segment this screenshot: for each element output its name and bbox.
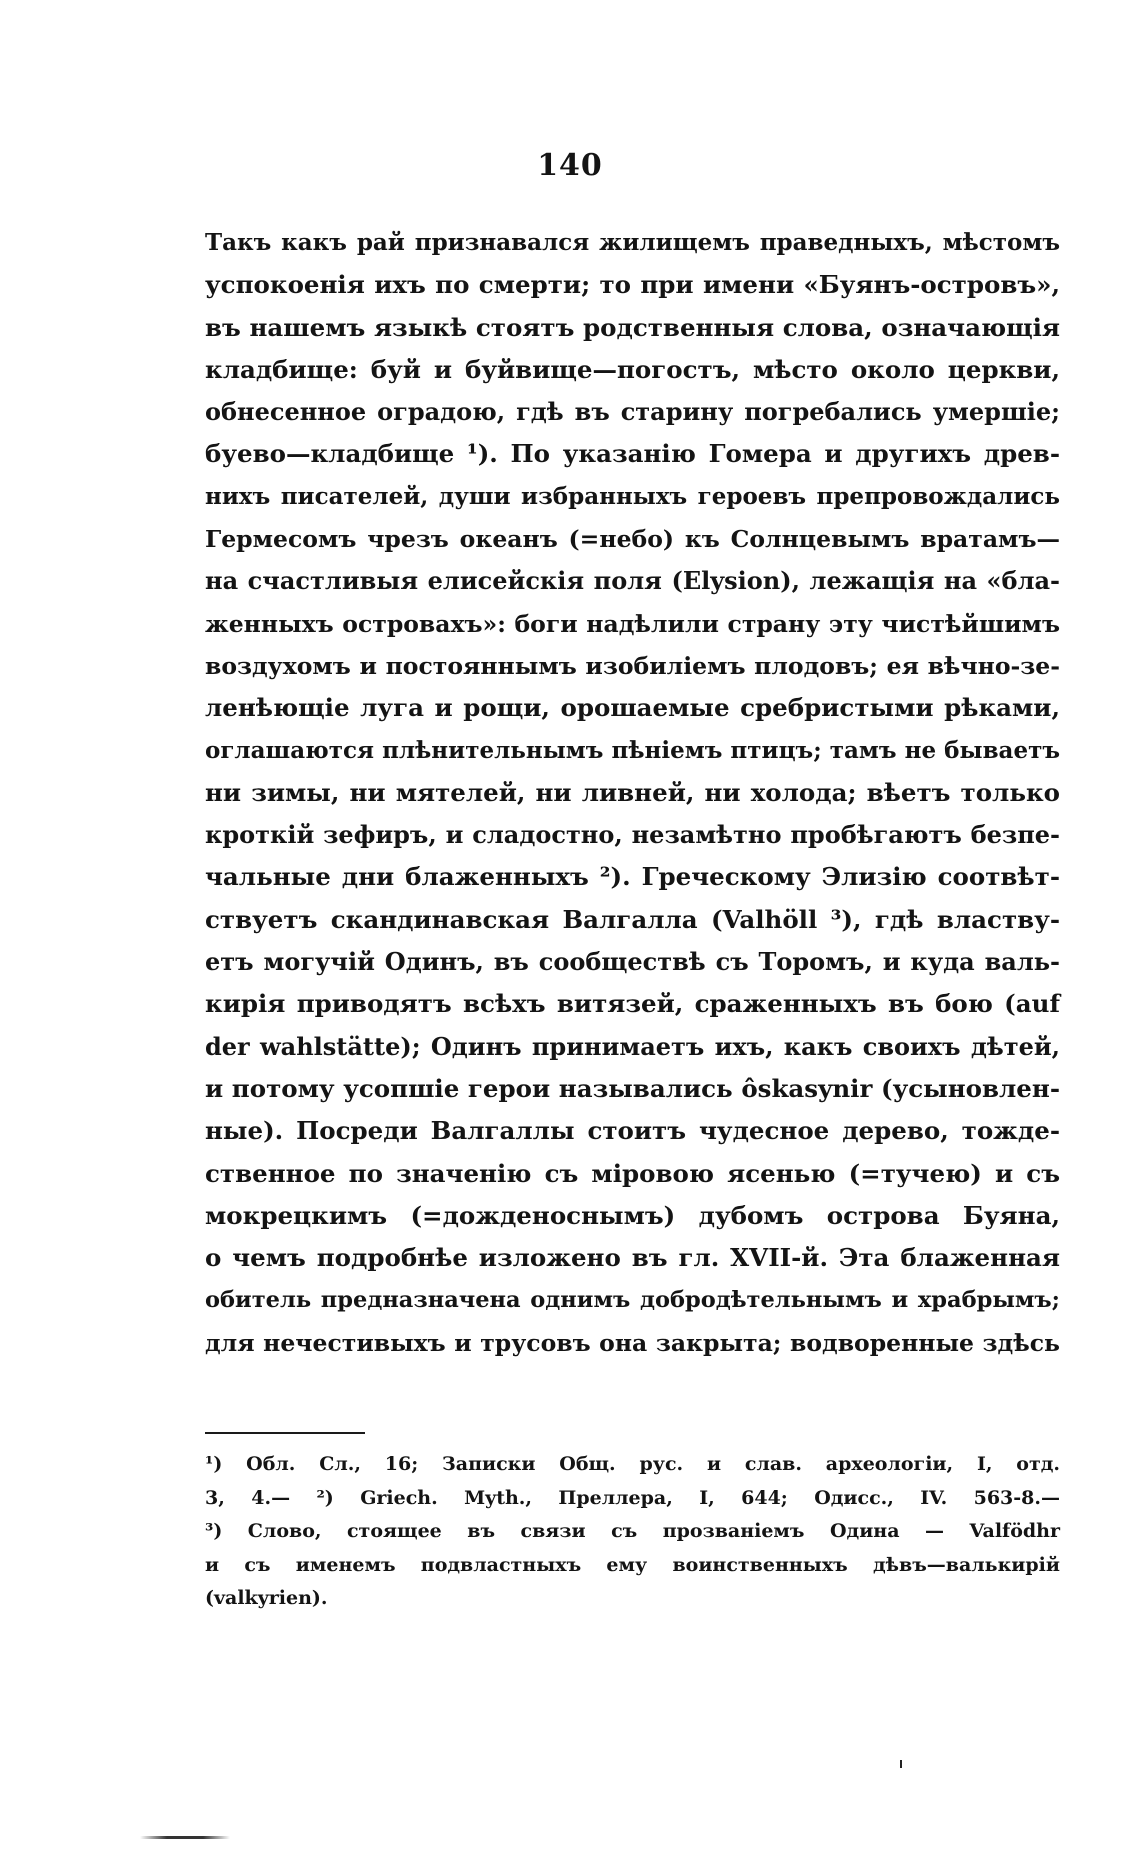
body-line: успокоенія ихъ по смерти; то при имени «Буянъ-островъ», [205,270,1060,300]
body-line: ленѣющіе луга и рощи, орошаемые сребристыми рѣками, [205,693,1060,723]
body-line: мокрецкимъ (=дожденоснымъ) дубомъ острова Буяна, [205,1200,1060,1230]
footnote-line: ¹) Обл. Сл., 16; Записки Общ. рус. и слав. археологіи, I, отд. [205,1453,1060,1475]
footnote-divider [205,1432,365,1434]
body-line: оглашаются плѣнительнымъ пѣніемъ птицъ; тамъ не бываетъ [205,736,1060,764]
body-line: буево—кладбище ¹). По указанію Гомера и другихъ древ- [205,439,1060,469]
body-line: Такъ какъ рай признавался жилищемъ праведныхъ, мѣстомъ [205,229,1060,256]
body-line: воздухомъ и постояннымъ изобиліемъ плодовъ; ея вѣчно-зе- [205,651,1060,680]
body-line: о чемъ подробнѣе изложено въ гл. XVII-й. Эта блаженная [205,1243,1060,1273]
footnote-line: ³) Слово, стоящее въ связи съ прозваніемъ Одина — Valfödhr [205,1520,1060,1542]
body-line: кроткій зефиръ, и сладостно, незамѣтно пробѣгаютъ безпе- [205,820,1060,850]
body-line: ни зимы, ни мятелей, ни ливней, ни холода; вѣетъ только [205,777,1060,807]
body-line: въ нашемъ языкѣ стоятъ родственныя слова, означающія [205,312,1060,342]
footnote-line: и съ именемъ подвластныхъ ему воинственныхъ дѣвъ—валькирій [205,1553,1060,1576]
body-line: етъ могучій Одинъ, въ сообществѣ съ Торомъ, и куда валь- [205,947,1060,977]
body-line: кирія приводятъ всѣхъ витязей, сраженныхъ въ бою (auf [205,989,1060,1019]
body-line: ствуетъ скандинавская Валгалла (Valhöll ³), гдѣ властву- [205,904,1060,934]
body-line: обитель предназначена однимъ добродѣтельнымъ и храбрымъ; [205,1287,1060,1314]
body-line: нихъ писателей, души избранныхъ героевъ препровождались [205,482,1060,510]
footnotes [205,1448,1060,1616]
page-edge-mark [140,1836,230,1839]
page-number: 140 [537,148,603,183]
body-line: ственное по значенію съ міровою ясенью (=тучею) и съ [205,1158,1060,1188]
footnote-line: (valkyrien). [205,1587,328,1609]
body-line: ные). Посреди Валгаллы стоитъ чудесное дерево, тожде- [205,1116,1060,1146]
body-text [205,222,1060,1364]
body-line: der wahlstätte); Одинъ принимаетъ ихъ, какъ своихъ дѣтей, [205,1031,1060,1061]
body-line: Гермесомъ чрезъ океанъ (=небо) къ Солнцевымъ вратамъ— [205,525,1060,554]
body-line: и потому усопшіе герои назывались ôskasynir (усыновлен- [205,1073,1060,1103]
body-line: обнесенное оградою, гдѣ въ старину погребались умершіе; [205,397,1060,427]
ink-speck [900,1760,902,1768]
body-line: для нечестивыхъ и трусовъ она закрыта; водворенные здѣсь [205,1328,1060,1357]
body-line: на счастливыя елисейскія поля (Elysion), лежащія на «бла- [205,566,1060,596]
body-line: кладбище: буй и буйвище—погостъ, мѣсто около церкви, [205,354,1060,384]
footnote-line: 3, 4.— ²) Griech. Myth., Преллера, I, 644; Одисс., IV. 563-8.— [205,1486,1060,1509]
body-line: женныхъ островахъ»: боги надѣлили страну эту чистѣйшимъ [205,609,1060,638]
body-line: чальные дни блаженныхъ ²). Греческому Элизію соотвѣт- [205,862,1060,892]
